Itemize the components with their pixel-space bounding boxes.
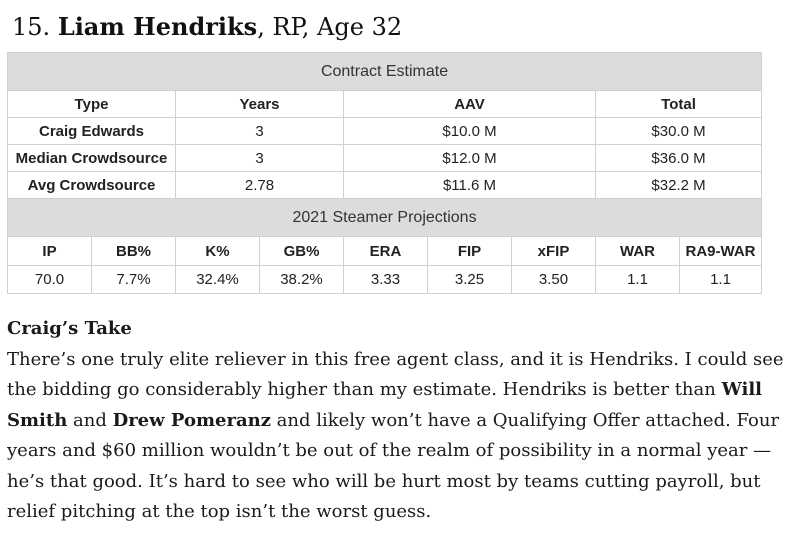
contract-aav-cell: $12.0 M (344, 145, 596, 172)
craigs-take (7, 314, 797, 528)
proj-header-era: ERA (344, 237, 428, 266)
contract-years-cell: 3 (176, 118, 344, 145)
contract-type-cell: Craig Edwards (8, 118, 176, 145)
take-text-2: and (67, 409, 113, 431)
contract-aav-cell: $10.0 M (344, 118, 596, 145)
proj-value-gb: 38.2% (260, 266, 344, 294)
proj-value-war: 1.1 (596, 266, 680, 294)
contract-years-cell: 2.78 (176, 172, 344, 199)
proj-header-xfip: xFIP (512, 237, 596, 266)
contract-years-cell: 3 (176, 145, 344, 172)
proj-value-xfip: 3.50 (512, 266, 596, 294)
take-text-1: There’s one truly elite reliever in this free agent class, and it is Hendriks. I could see the bidding go considerably higher than my estimate. Hendriks is better than (7, 348, 784, 400)
contract-total-cell: $30.0 M (596, 118, 762, 145)
contract-header-years: Years (176, 91, 344, 118)
contract-table (7, 52, 762, 294)
take-title: Craig’s Take (7, 318, 132, 339)
contract-header-total: Total (596, 91, 762, 118)
proj-value-fip: 3.25 (428, 266, 512, 294)
proj-header-fip: FIP (428, 237, 512, 266)
proj-header-gb: GB% (260, 237, 344, 266)
contract-type-cell: Median Crowdsource (8, 145, 176, 172)
proj-value-ip: 70.0 (8, 266, 92, 294)
contract-header-type: Type (8, 91, 176, 118)
table-row (8, 172, 762, 199)
proj-value-era: 3.33 (344, 266, 428, 294)
table-row (8, 266, 762, 294)
contract-type-cell: Avg Crowdsource (8, 172, 176, 199)
projections-title: 2021 Steamer Projections (8, 199, 762, 237)
proj-header-war: WAR (596, 237, 680, 266)
player-name: Liam Hendriks (57, 12, 258, 41)
proj-header-k: K% (176, 237, 260, 266)
player-link-will-smith[interactable]: Will Smith (7, 379, 762, 431)
table-row (8, 118, 762, 145)
proj-value-bb: 7.7% (92, 266, 176, 294)
player-link-drew-pomeranz[interactable]: Drew Pomeranz (112, 409, 271, 431)
proj-value-ra9war: 1.1 (680, 266, 762, 294)
player-heading (12, 8, 402, 46)
contract-total-cell: $36.0 M (596, 145, 762, 172)
proj-header-bb: BB% (92, 237, 176, 266)
player-rank: 15. (12, 13, 51, 41)
contract-total-cell: $32.2 M (596, 172, 762, 199)
player-details: , RP, Age 32 (257, 13, 403, 41)
contract-header-aav: AAV (344, 91, 596, 118)
take-text-3: and likely won’t have a Qualifying Offer attached. Four years and $60 million wouldn’t be out of the realm of possibility in a normal year — he’s that good. It’s hard to see who will be hurt most by teams cutting payroll, but relief pitching at the top isn’t the worst guess. (7, 409, 780, 522)
proj-header-ip: IP (8, 237, 92, 266)
contract-aav-cell: $11.6 M (344, 172, 596, 199)
table-row (8, 145, 762, 172)
contract-estimate-title: Contract Estimate (8, 53, 762, 91)
proj-header-ra9war: RA9-WAR (680, 237, 762, 266)
proj-value-k: 32.4% (176, 266, 260, 294)
take-paragraph (7, 345, 797, 528)
